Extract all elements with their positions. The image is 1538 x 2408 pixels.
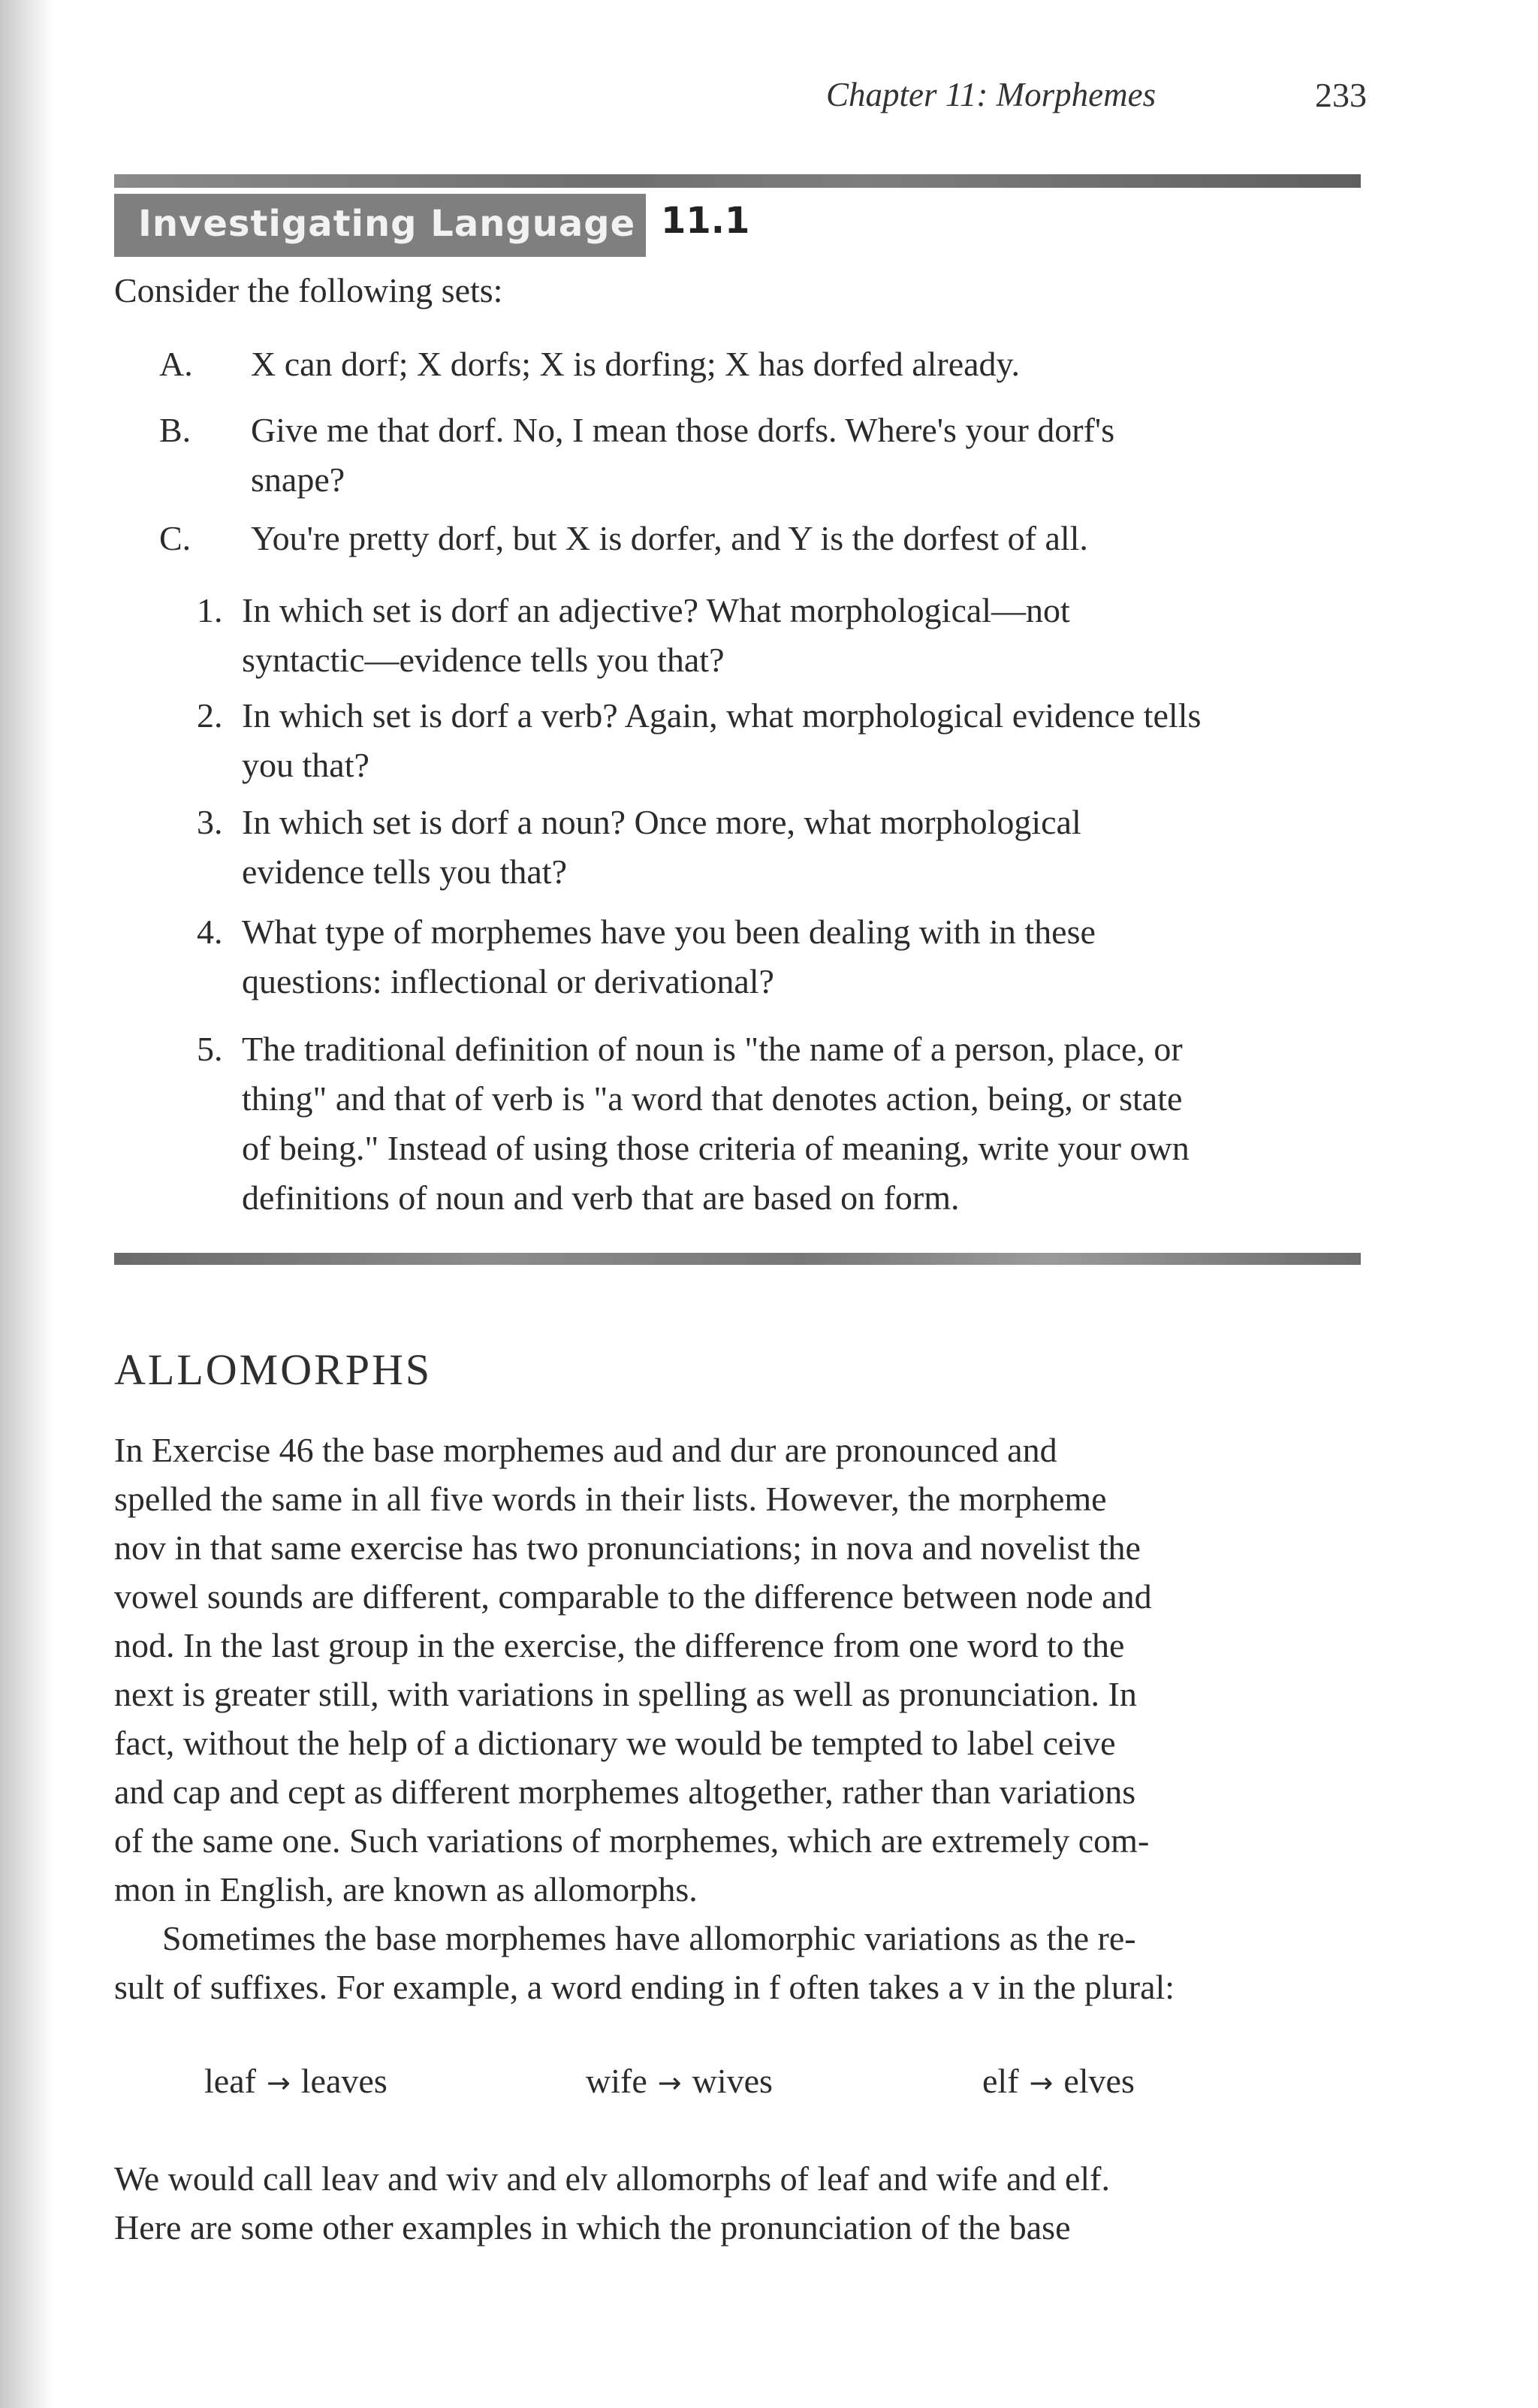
question-line: In which set is dorf a noun? Once more, what morphological	[242, 803, 1081, 841]
paragraph-line: vowel sounds are different, comparable to the difference between node and	[114, 1577, 1152, 1616]
page-gutter-shadow	[0, 0, 53, 2408]
section-heading: ALLOMORPHS	[114, 1345, 433, 1394]
question-line: evidence tells you that?	[242, 852, 568, 891]
question-number: 3.	[197, 803, 223, 841]
question-line: In which set is dorf a verb? Again, what morphological evidence tells	[242, 696, 1202, 735]
set-text-line: Give me that dorf. No, I mean those dorfs. Where's your dorf's	[251, 411, 1115, 449]
set-label: B.	[159, 411, 191, 449]
question-line: The traditional definition of noun is "the name of a person, place, or	[242, 1030, 1183, 1068]
set-label: A.	[159, 345, 193, 383]
example-singular: leaf	[204, 2062, 256, 2100]
box-label-tab	[114, 194, 646, 257]
arrow-icon: →	[1029, 2066, 1054, 2099]
example-plural: leaves	[300, 2062, 388, 2100]
paragraph-line: Here are some other examples in which the pronunciation of the base	[114, 2208, 1071, 2247]
question-number: 4.	[197, 913, 223, 951]
example-plural: elves	[1063, 2062, 1135, 2100]
set-text-line: snape?	[251, 460, 345, 499]
question-line: In which set is dorf an adjective? What morphological—not	[242, 591, 1070, 629]
box-bottom-rule	[114, 1253, 1361, 1265]
paragraph-2	[114, 1914, 1364, 2011]
question-number: 5.	[197, 1030, 223, 1068]
question-line: you that?	[242, 746, 369, 784]
arrow-icon: →	[657, 2066, 682, 2099]
question-line: thing" and that of verb is "a word that denotes action, being, or state	[242, 1079, 1183, 1118]
paragraph-line: next is greater still, with variations in spelling as well as pronunciation. In	[114, 1675, 1137, 1713]
paragraph-line: of the same one. Such variations of morphemes, which are extremely com-	[114, 1821, 1150, 1860]
paragraph-line: spelled the same in all five words in their lists. However, the morpheme	[114, 1480, 1107, 1518]
example-pair	[982, 2056, 1135, 2108]
question-line: questions: inflectional or derivational?	[242, 962, 774, 1000]
page-number: 233	[1315, 76, 1367, 114]
example-singular: elf	[982, 2062, 1019, 2100]
example-singular: wife	[586, 2062, 647, 2100]
running-head	[796, 75, 1367, 120]
question-line: syntactic—evidence tells you that?	[242, 641, 725, 679]
paragraph-3	[114, 2154, 1364, 2252]
question-line: of being." Instead of using those criteria of meaning, write your own	[242, 1129, 1190, 1167]
paragraph-1	[114, 1426, 1364, 1914]
paragraph-line: mon in English, are known as allomorphs.	[114, 1870, 698, 1909]
example-pair	[204, 2056, 388, 2108]
box-number: 11.1	[661, 200, 750, 242]
chapter-title: Chapter 11: Morphemes	[826, 76, 1157, 113]
paragraph-line: We would call leav and wiv and elv allomorphs of leaf and wife and elf.	[114, 2159, 1111, 2198]
question-number: 2.	[197, 696, 223, 735]
set-text: X can dorf; X dorfs; X is dorfing; X has dorfed already.	[251, 345, 1021, 383]
box-label: Investigating Language	[138, 203, 636, 245]
paragraph-line: Sometimes the base morphemes have allomorphic variations as the re-	[162, 1919, 1136, 1957]
set-text: You're pretty dorf, but X is dorfer, and Y is the dorfest of all.	[251, 519, 1088, 557]
question-line: definitions of noun and verb that are based on form.	[242, 1178, 960, 1217]
paragraph-line: nov in that same exercise has two pronunciations; in nova and novelist the	[114, 1528, 1141, 1567]
paragraph-line: sult of suffixes. For example, a word ending in f often takes a v in the plural:	[114, 1968, 1175, 2006]
paragraph-line: and cap and cept as different morphemes altogether, rather than variations	[114, 1773, 1136, 1811]
paragraph-line: In Exercise 46 the base morphemes aud and dur are pronounced and	[114, 1431, 1057, 1469]
question-number: 1.	[197, 591, 223, 629]
example-pair	[586, 2056, 773, 2108]
box-intro: Consider the following sets:	[114, 271, 503, 309]
paragraph-line: nod. In the last group in the exercise, the difference from one word to the	[114, 1626, 1125, 1664]
question-line: What type of morphemes have you been dealing with in these	[242, 913, 1096, 951]
box-top-rule	[114, 174, 1361, 188]
arrow-icon: →	[266, 2066, 291, 2099]
set-label: C.	[159, 519, 191, 557]
paragraph-line: fact, without the help of a dictionary we would be tempted to label ceive	[114, 1724, 1116, 1762]
example-plural: wives	[692, 2062, 773, 2100]
